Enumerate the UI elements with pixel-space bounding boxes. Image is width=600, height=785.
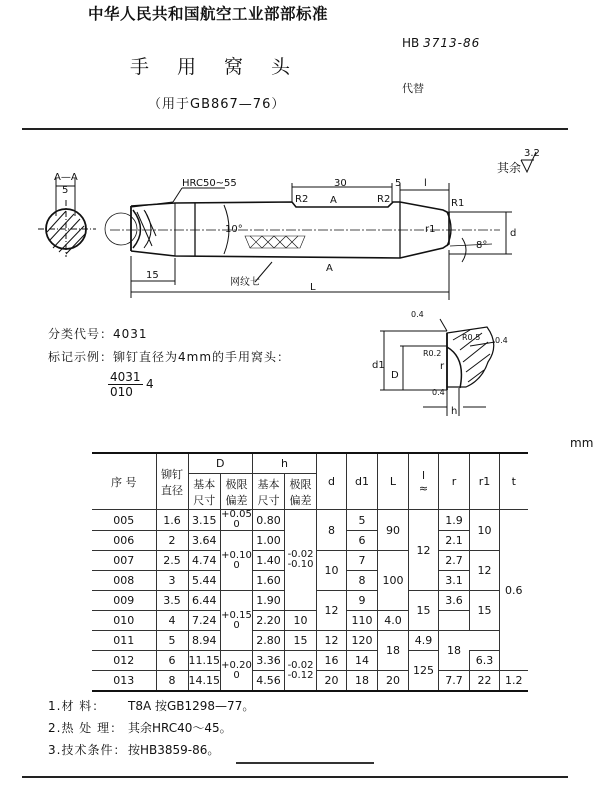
cell-h: 4.56 bbox=[253, 671, 285, 692]
cell-d1: 12 bbox=[317, 631, 347, 651]
cell-seq: 010 bbox=[92, 611, 156, 631]
cell-d1: 6 bbox=[347, 531, 378, 551]
radius-r2-right: R2 bbox=[377, 194, 391, 205]
note-material bbox=[48, 697, 254, 714]
dim-15: 15 bbox=[146, 270, 159, 281]
dim-d: d bbox=[510, 228, 517, 239]
cell-h: 3.36 bbox=[253, 651, 285, 671]
spec-table bbox=[92, 452, 528, 692]
marking-numerator: 4031 bbox=[110, 370, 141, 384]
cell-r1: 15 bbox=[470, 591, 500, 631]
header-D: D bbox=[188, 453, 253, 474]
cell-d: 10 bbox=[317, 551, 347, 591]
cell-D: 3.64 bbox=[188, 531, 221, 551]
cell-h: 2.80 bbox=[253, 631, 285, 651]
marking-fraction bbox=[108, 370, 143, 399]
cell-rivet: 3.5 bbox=[156, 591, 188, 611]
cell-d: 8 bbox=[317, 510, 347, 551]
dim-l: l bbox=[424, 178, 427, 189]
cell-r1: 22 bbox=[470, 671, 500, 692]
cell-r: 4.9 bbox=[409, 631, 439, 651]
cell-r: 6.3 bbox=[470, 651, 500, 671]
note-value: 按HB3859-86。 bbox=[128, 743, 220, 757]
header-r: r bbox=[439, 453, 470, 510]
marking-example-text: 铆钉直径为4mm的手用窝头： bbox=[113, 350, 291, 364]
header-r1: r1 bbox=[470, 453, 500, 510]
cell-D: 14.15 bbox=[188, 671, 221, 692]
technical-drawing bbox=[0, 130, 600, 440]
tol-lower: -0.12 bbox=[287, 669, 314, 681]
cell-D: 3.15 bbox=[188, 510, 221, 531]
cell-rivet: 3 bbox=[156, 571, 188, 591]
tol-upper: +0.05 bbox=[221, 509, 252, 520]
cell-rivet: 2 bbox=[156, 531, 188, 551]
cell-seq: 005 bbox=[92, 510, 156, 531]
cell-r: 4.0 bbox=[378, 611, 409, 631]
tol-lower: 0 bbox=[233, 619, 240, 631]
cell-d1: 9 bbox=[347, 591, 378, 611]
page-subtitle: （用于GB867—76） bbox=[148, 97, 286, 112]
cell-L: 110 bbox=[347, 611, 378, 631]
dim-30: 30 bbox=[334, 178, 347, 189]
knurl-label: 网纹七 bbox=[230, 277, 260, 288]
cell-D-tol bbox=[221, 591, 253, 651]
cell-D: 7.24 bbox=[188, 611, 221, 631]
cell-l: 12 bbox=[409, 510, 439, 591]
marking-suffix: 4 bbox=[146, 377, 154, 391]
detail-d1-label: d1 bbox=[372, 360, 385, 371]
surface-finish-value: 3.2 bbox=[524, 148, 540, 159]
cell-D: 8.94 bbox=[188, 631, 221, 651]
tol-upper: +0.20 bbox=[221, 659, 252, 671]
note-label: 3.技术条件： bbox=[48, 743, 127, 757]
cell-L: 125 bbox=[409, 651, 439, 692]
cell-h: 2.20 bbox=[253, 611, 285, 631]
cell-D: 6.44 bbox=[188, 591, 221, 611]
note-label: 2.热 处 理： bbox=[48, 721, 124, 735]
header-d: d bbox=[317, 453, 347, 510]
header-rivet-dia: 铆钉直径 bbox=[156, 453, 188, 510]
cell-h: 1.40 bbox=[253, 551, 285, 571]
classification-code-label: 分类代号： bbox=[48, 327, 114, 341]
section-label: A—A bbox=[54, 172, 78, 183]
cell-t: 1.2 bbox=[500, 671, 528, 692]
angle-8: 8° bbox=[476, 240, 488, 251]
section-width-dim: 5 bbox=[62, 185, 69, 196]
detail-h-label: h bbox=[451, 406, 458, 417]
note-value: T8A 按GB1298—77。 bbox=[128, 699, 255, 713]
header-h-basic: 基本尺寸 bbox=[253, 474, 285, 510]
detail-r-label: r bbox=[440, 361, 445, 372]
cell-rivet: 1.6 bbox=[156, 510, 188, 531]
cell-h: 0.80 bbox=[253, 510, 285, 531]
tol-lower: 0 bbox=[233, 559, 240, 571]
detail-finish-right: 0.4 bbox=[495, 336, 508, 345]
cell-r: 2.7 bbox=[439, 551, 470, 571]
detail-D-label: D bbox=[391, 370, 399, 381]
marking-example-line bbox=[48, 348, 290, 365]
cell-seq: 007 bbox=[92, 551, 156, 571]
cell-h-tol bbox=[285, 651, 317, 692]
cell-rivet: 2.5 bbox=[156, 551, 188, 571]
cell-r: 7.7 bbox=[439, 671, 470, 692]
hardness-tip-label: HRC50~55 bbox=[182, 178, 237, 189]
cell-r: 2.1 bbox=[439, 531, 470, 551]
cell-seq: 012 bbox=[92, 651, 156, 671]
marking-example-label: 标记示例： bbox=[48, 350, 114, 364]
cell-d1: 5 bbox=[347, 510, 378, 531]
cell-d: 12 bbox=[317, 591, 347, 631]
surface-finish-label: 其余 bbox=[497, 161, 522, 175]
detail-finish-top: 0.4 bbox=[411, 310, 424, 319]
header-h-limit: 极限偏差 bbox=[285, 474, 317, 510]
cell-rivet: 6 bbox=[156, 651, 188, 671]
classification-code-line bbox=[48, 325, 148, 342]
cell-r1: 12 bbox=[470, 551, 500, 591]
cell-d1: 18 bbox=[347, 671, 378, 692]
cell-r: 1.9 bbox=[439, 510, 470, 531]
table-unit: mm bbox=[570, 436, 594, 450]
cell-l: 18 bbox=[378, 631, 409, 671]
classification-code-value: 4031 bbox=[113, 327, 148, 341]
section-marker-bottom: A bbox=[326, 263, 333, 274]
knurl-pattern bbox=[245, 236, 305, 248]
replaces-label: 代替 bbox=[402, 82, 424, 95]
page-title: 手用窝头 bbox=[130, 56, 319, 78]
cell-d: 15 bbox=[285, 631, 317, 651]
cell-l: 15 bbox=[409, 591, 439, 631]
cell-L: 100 bbox=[378, 551, 409, 611]
tol-lower: -0.10 bbox=[287, 559, 314, 570]
cell-D-tol bbox=[221, 531, 253, 591]
end-line bbox=[236, 762, 374, 764]
cell-L: 120 bbox=[347, 631, 378, 651]
tol-upper: -0.02 bbox=[287, 659, 314, 671]
cell-D-tol bbox=[221, 651, 253, 692]
cell-seq: 009 bbox=[92, 591, 156, 611]
detail-radius-02: R0.2 bbox=[423, 349, 442, 358]
cell-d: 20 bbox=[317, 671, 347, 692]
header-l-approx: ≈ bbox=[418, 481, 429, 495]
radius-r1: R1 bbox=[451, 198, 465, 209]
cell-d1: 8 bbox=[347, 571, 378, 591]
cell-D: 4.74 bbox=[188, 551, 221, 571]
cell-D: 11.15 bbox=[188, 651, 221, 671]
angle-10: 10° bbox=[225, 224, 243, 235]
cell-d1: 10 bbox=[285, 611, 317, 631]
header-t: t bbox=[500, 453, 528, 510]
cell-seq: 011 bbox=[92, 631, 156, 651]
issuing-organization: 中华人民共和国航空工业部部标准 bbox=[88, 5, 329, 23]
cell-d1: 14 bbox=[347, 651, 378, 671]
detail-finish-bottom: 0.4 bbox=[432, 388, 445, 397]
cell-r1: 10 bbox=[470, 510, 500, 551]
note-label: 1.材 料： bbox=[48, 699, 106, 713]
cell-seq: 008 bbox=[92, 571, 156, 591]
standard-code bbox=[402, 36, 480, 50]
cell-l: 20 bbox=[378, 671, 409, 692]
footer-divider bbox=[22, 776, 568, 778]
radius-r2-left: R2 bbox=[295, 194, 309, 205]
table-header-row bbox=[92, 453, 528, 474]
cell-D-tol bbox=[221, 510, 253, 531]
cell-L: 90 bbox=[378, 510, 409, 551]
marking-denominator: 010 bbox=[110, 385, 133, 399]
standard-code-prefix: HB bbox=[402, 36, 420, 50]
table-row bbox=[92, 510, 528, 531]
cell-seq: 013 bbox=[92, 671, 156, 692]
standard-code-number: 3713-86 bbox=[423, 36, 481, 50]
header-D-basic: 基本尺寸 bbox=[188, 474, 221, 510]
header-l-text: l bbox=[421, 468, 426, 482]
tol-upper: +0.10 bbox=[221, 549, 252, 561]
cell-rivet: 4 bbox=[156, 611, 188, 631]
cell-rivet: 5 bbox=[156, 631, 188, 651]
cell-D: 5.44 bbox=[188, 571, 221, 591]
section-marker-top: A bbox=[330, 195, 337, 206]
detail-radius-05: R0.5 bbox=[462, 333, 481, 342]
cell-rivet: 8 bbox=[156, 671, 188, 692]
note-heat-treatment bbox=[48, 719, 232, 736]
r1-label: r1 bbox=[425, 224, 436, 235]
cell-r: 3.1 bbox=[439, 571, 470, 591]
cell-h-tol bbox=[285, 510, 317, 611]
dim-L: L bbox=[310, 282, 316, 293]
cell-h: 1.90 bbox=[253, 591, 285, 611]
cell-t: 0.6 bbox=[500, 510, 528, 671]
cell-d: 16 bbox=[317, 651, 347, 671]
note-technical-conditions bbox=[48, 741, 219, 758]
cell-h: 1.60 bbox=[253, 571, 285, 591]
header-D-limit: 极限偏差 bbox=[221, 474, 253, 510]
header-seq: 序 号 bbox=[92, 453, 156, 510]
header-d1: d1 bbox=[347, 453, 378, 510]
header-l bbox=[409, 453, 439, 510]
cell-r1: 18 bbox=[439, 631, 470, 671]
dim-5: 5 bbox=[395, 178, 402, 189]
tol-lower: 0 bbox=[233, 669, 240, 681]
tol-upper: -0.02 bbox=[287, 549, 314, 560]
cell-d1: 7 bbox=[347, 551, 378, 571]
note-value: 其余HRC40～45。 bbox=[128, 721, 232, 735]
cell-seq: 006 bbox=[92, 531, 156, 551]
header-h: h bbox=[253, 453, 317, 474]
tol-lower: 0 bbox=[233, 519, 240, 530]
table-row bbox=[92, 631, 528, 651]
table-row bbox=[92, 611, 528, 631]
cell-h: 1.00 bbox=[253, 531, 285, 551]
cell-r: 3.6 bbox=[439, 591, 470, 611]
header-L: L bbox=[378, 453, 409, 510]
tol-upper: +0.15 bbox=[221, 609, 252, 621]
